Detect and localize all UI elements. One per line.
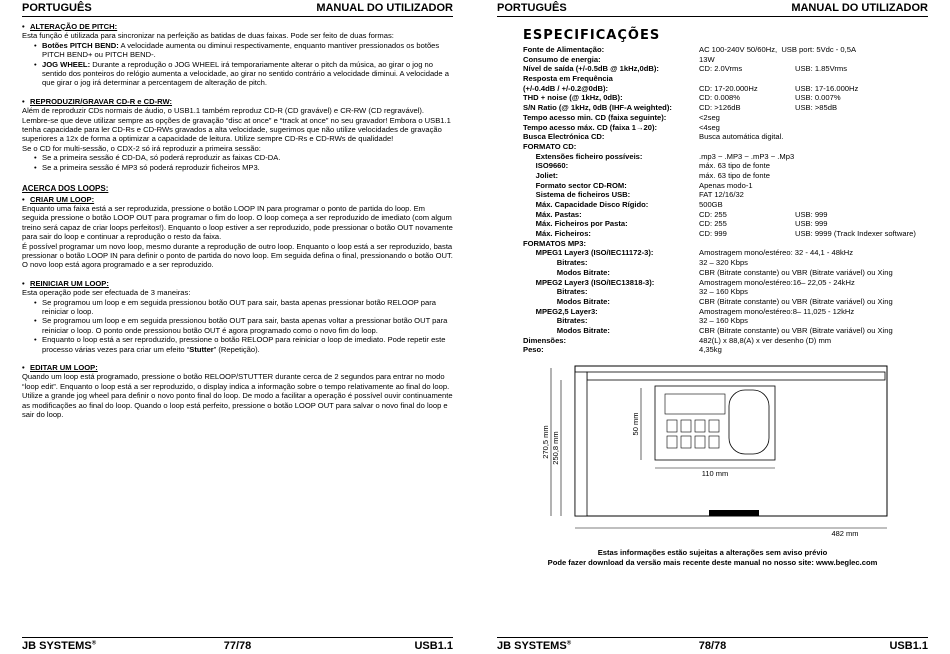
- spec-label: Bitrates:: [523, 258, 588, 268]
- spec-row: [523, 326, 933, 336]
- spec-row: [523, 210, 933, 220]
- spec-value: FAT 12/16/32: [699, 190, 744, 200]
- spec-value: máx. 63 tipo de fonte: [699, 170, 770, 180]
- spec-label: Tempo acesso min. CD (faixa seguinte):: [523, 112, 667, 122]
- page-footer: [22, 637, 453, 654]
- spec-label: Busca Electrónica CD:: [523, 132, 605, 142]
- list-item: [34, 41, 453, 60]
- page-header: [497, 2, 928, 17]
- registered-mark: ®: [91, 640, 97, 647]
- spec-label: THD + noise (@ 1kHz, 0dB):: [523, 93, 623, 103]
- footer-brand: [22, 640, 96, 652]
- item-emphasis: Stutter: [189, 344, 214, 354]
- spec-value: CD: 255: [699, 219, 727, 229]
- spec-value: USB: 9999 (Track Indexer software): [795, 229, 916, 239]
- section-title: • ALTERAÇÃO DE PITCH:: [22, 22, 453, 31]
- spec-value: CD: 17-20.000Hz: [699, 83, 758, 93]
- connector: [709, 510, 759, 516]
- spec-value: Amostragem mono/estéreo:8– 11,025 - 12kHz: [699, 306, 855, 316]
- section-pitch: [22, 22, 453, 88]
- spec-label: MPEG2,5 Layer3:: [523, 306, 598, 316]
- spec-value: USB: 0.007%: [795, 93, 841, 103]
- panel-display: [665, 394, 725, 414]
- spec-value: <2seg: [699, 112, 720, 122]
- spec-value: USB: 999: [795, 219, 828, 229]
- spec-row: [523, 258, 933, 268]
- spec-row: [523, 123, 933, 133]
- spec-label: Resposta em Frequência: [523, 74, 613, 84]
- spec-row: [523, 316, 933, 326]
- spec-row: [523, 278, 933, 288]
- spec-value: CD: 2.0Vrms: [699, 64, 743, 74]
- registered-mark: ®: [566, 640, 572, 647]
- spec-row: [523, 229, 933, 239]
- dim-depth-inner-label: 250,8 mm: [551, 431, 560, 465]
- header-title: MANUAL DO UTILIZADOR: [316, 2, 453, 14]
- spec-row: [523, 239, 933, 249]
- spec-value: 32 – 160 Kbps: [699, 316, 748, 326]
- spec-row: [523, 45, 933, 55]
- section-edit-loop: [22, 363, 453, 419]
- spec-label: Bitrates:: [523, 287, 588, 297]
- section-title: • EDITAR UM LOOP:: [22, 363, 453, 372]
- spec-value: USB: >85dB: [795, 103, 838, 113]
- spec-value: CD: 255: [699, 209, 727, 219]
- brand-name: JB SYSTEMS: [22, 640, 92, 652]
- list-item: [34, 335, 453, 354]
- spec-label: Máx. Capacidade Disco Rígido:: [523, 200, 649, 209]
- spec-label: Joliet:: [523, 170, 559, 180]
- spec-row: [523, 161, 933, 171]
- spec-row: [523, 84, 933, 94]
- spec-value: Busca automática digital.: [699, 132, 784, 142]
- spec-value: CBR (Bitrate constante) ou VBR (Bitrate variável) ou Xing: [699, 325, 893, 335]
- spec-label: Modos Bitrate:: [523, 325, 610, 335]
- spec-row: [523, 64, 933, 74]
- spec-label: Dimensões:: [523, 335, 567, 345]
- paragraph: Esta operação pode ser efectuada de 3 maneiras:: [22, 288, 191, 298]
- spec-label: FORMATOS MP3:: [523, 238, 587, 248]
- spec-row: [523, 248, 933, 258]
- item-label: Botões PITCH BEND:: [42, 40, 119, 50]
- page-number: 78/78: [698, 640, 727, 652]
- list-item: • Se programou um loop e em seguida pressionou botão OUT para sair, basta apenas pressionar botão RELOOP para reiniciar o loop.: [34, 298, 453, 317]
- header-title: MANUAL DO UTILIZADOR: [791, 2, 928, 14]
- header-language: PORTUGUÊS: [22, 2, 92, 14]
- paragraph: Esta função é utilizada para sincronizar na perfeição as batidas de duas faixas. Pode ser feito de duas formas:: [22, 31, 394, 41]
- spec-label: ISO9660:: [523, 161, 569, 171]
- spec-row: [523, 181, 933, 191]
- spec-value: USB: 999: [795, 209, 828, 219]
- device-side: [575, 372, 587, 516]
- dim-panel-width-label: 110 mm: [701, 469, 729, 478]
- spec-label: Fonte de Alimentação:: [523, 45, 605, 54]
- spec-value: Amostragem mono/estéreo:16– 22,05 - 24kHz: [699, 277, 855, 287]
- spec-label: Sistema de ficheiros USB:: [523, 190, 631, 200]
- spec-label: S/N Ratio (@ 1kHz, 0dB (IHF-A weighted):: [523, 103, 672, 113]
- dim-depth-label: 270,5 mm: [541, 425, 550, 459]
- spec-label: Modos Bitrate:: [523, 267, 610, 277]
- section-create-loop: [22, 195, 453, 270]
- jog-wheel: [729, 390, 769, 454]
- spec-row: [523, 190, 933, 200]
- spec-label: Formato sector CD-ROM:: [523, 180, 627, 190]
- spec-value: 32 – 160 Kbps: [699, 287, 748, 297]
- spec-label: Bitrates:: [523, 316, 588, 326]
- spec-label: Peso:: [523, 345, 544, 355]
- spec-row: [523, 152, 933, 162]
- item-label: JOG WHEEL:: [42, 59, 91, 69]
- spec-row: [523, 287, 933, 297]
- heading-loops: ACERCA DOS LOOPS:: [22, 184, 109, 194]
- item-text: A velocidade aumenta ou diminui respectivamente, enquanto mantiver pressionados os botões PITCH BEND+ ou PITCH BEND-.: [42, 40, 440, 60]
- section-cdr: [22, 97, 453, 172]
- page-header: [22, 2, 453, 17]
- item-text: Durante a reprodução o JOG WHEEL irá temporariamente alterar o pitch da música, ao girar o jog no sentido dos ponteiros do relógio aumenta a velocidade, ao girar no sentido contrário a velocidade diminui. A velocidade a que girar o jog irá determinar a percentagem de alteração de pitch.: [42, 59, 449, 88]
- spec-row: [523, 297, 933, 307]
- spec-row: [523, 345, 933, 355]
- spec-label: (+/-0.4dB / +/-0.2@0dB):: [523, 83, 609, 93]
- spec-label: Tempo acesso máx. CD (faixa 1→20):: [523, 122, 658, 132]
- brand-name: JB SYSTEMS: [497, 640, 567, 652]
- spec-row: [523, 336, 933, 346]
- page-right: [475, 0, 950, 654]
- spec-row: [523, 171, 933, 181]
- spec-row: [523, 113, 933, 123]
- spec-label: Nível de saída (+/-0.5dB @ 1kHz,0dB):: [523, 64, 659, 74]
- spec-label: Modos Bitrate:: [523, 296, 610, 306]
- section-title: • REPRODUZIR/GRAVAR CD-R e CD-RW:: [22, 97, 453, 106]
- spec-row: [523, 132, 933, 142]
- specs-title: ESPECIFICAÇÕES: [523, 28, 661, 43]
- specs-table: [523, 45, 933, 355]
- spec-value: CD: 999: [699, 229, 727, 239]
- spec-label: MPEG2 Layer3 (ISO/IEC13818-3):: [523, 277, 655, 287]
- page-number: 77/78: [223, 640, 252, 652]
- header-language: PORTUGUÊS: [497, 2, 567, 14]
- spec-value: máx. 63 tipo de fonte: [699, 161, 770, 171]
- spec-value: CD: >126dB: [699, 103, 741, 113]
- paragraph: Além de reproduzir CDs normais de áudio, o USB1.1 também reproduz CD-R (CD gravável) e CR-RW (CD regravável). Lembre-se que deve utilizar sempre as opções de gravação “disc at once” e “track at once” no seu gravador! Embora o USB1.1 tenha capacidade para ler CD-Rs e CD-RWs gravados a alta velocidade, sugerimos que não utilize velocidades de gravação superiores a 12x de forma a optimizar a capacidade de leitura. Utilize sempre CD-Rs e CD-RWs de qualidade!: [22, 106, 451, 144]
- spec-label: MPEG1 Layer3 (ISO/IEC11172-3):: [523, 248, 654, 258]
- footer-model: USB1.1: [414, 640, 453, 652]
- spec-value: CBR (Bitrate constante) ou VBR (Bitrate variável) ou Xing: [699, 296, 893, 306]
- section-title: • CRIAR UM LOOP:: [22, 195, 453, 204]
- section-restart-loop: [22, 279, 453, 354]
- spec-label: Máx. Pastas:: [523, 209, 582, 219]
- list-item: [34, 60, 453, 88]
- list-item: • Se a primeira sessão é CD-DA, só poderá reproduzir as faixas CD-DA.: [34, 153, 453, 162]
- spec-value: CBR (Bitrate constante) ou VBR (Bitrate variável) ou Xing: [699, 267, 893, 277]
- spec-value: <4seg: [699, 122, 720, 132]
- spec-value: .mp3 ~ .MP3 ~ .mP3 ~ .Mp3: [699, 151, 795, 161]
- spec-value: 4,35kg: [699, 345, 722, 355]
- list-item: • Se a primeira sessão é MP3 só poderá reproduzir ficheiros MP3.: [34, 163, 453, 172]
- footer-brand: [497, 640, 571, 652]
- spec-label: FORMATO CD:: [523, 141, 577, 151]
- paragraph: Quando um loop está programado, pressione o botão RELOOP/STUTTER durante cerca de 2 segundos para entrar no modo “loop edit”. Enquanto o loop está a ser reproduzido, o display indica a informação sobre o tempo relativamente ao final do loop. Utilize a grande jog wheel para definir o novo ponto final do loop. De modo a facilitar a operação é possível ouvir continuamente as modificações ao final do loop. Quando o loop está perfeito, pressione o botão LOOP OUT para salvar o novo final do loop e sair do loop.: [22, 372, 453, 420]
- page-footer: [497, 637, 928, 654]
- item-text: Enquanto o loop está a ser reproduzido, pressione o botão RELOOP para reiniciar o loop de imediato. Pode repetir este processo várias vezes para criar um efeito “: [42, 335, 446, 354]
- dim-width-label: 482 mm: [831, 529, 859, 538]
- spec-row: [523, 93, 933, 103]
- paragraph: Enquanto uma faixa está a ser reproduzida, pressione o botão LOOP IN para programar o ponto de partida do loop. Em seguida pressione o botão LOOP OUT para programar o fim do loop. O loop começa a ser reproduzido de imediato (com algum treino será capaz de criar loops perfeitos!). Enquanto o loop estiver a ser reproduzido, pode pressionar o botão OUT novamente para sair do loop e continuar a reprodução o resto da faixa.: [22, 203, 453, 242]
- spec-value: CD: 0.008%: [699, 93, 740, 103]
- spec-value: 32 – 320 Kbps: [699, 258, 748, 268]
- spec-label: Consumo de energia:: [523, 54, 601, 64]
- spec-row: [523, 307, 933, 317]
- spec-value: Amostragem mono/estéreo: 32 - 44,1 - 48kHz: [699, 248, 854, 258]
- spec-row: [523, 200, 933, 210]
- spec-value: 13W: [699, 54, 715, 64]
- spec-value: 482(L) x 88,8(A) x ver desenho (D) mm: [699, 335, 832, 345]
- spec-value: USB: 17-16.000Hz: [795, 83, 859, 93]
- list-item: • Se programou um loop e em seguida pressionou botão OUT para sair, basta apenas voltar a pressionar botão OUT para reiniciar o loop. O ponto onde pressionou botão OUT é agora programado como o novo fim do loop.: [34, 316, 453, 335]
- dim-panel-height-label: 50 mm: [631, 412, 640, 436]
- spec-row: [523, 55, 933, 65]
- spec-value: Apenas modo-1: [699, 180, 753, 190]
- paragraph: Se o CD for multi-sessão, o CDX-2 só irá reproduzir a primeira sessão:: [22, 143, 261, 153]
- spec-row: [523, 219, 933, 229]
- device-dimension-drawing: [515, 360, 915, 540]
- spec-value: AC 100-240V 50/60Hz, USB port: 5Vdc - 0,5A: [699, 45, 857, 54]
- spec-label: Extensões ficheiro possíveis:: [523, 151, 643, 161]
- device-rail: [587, 372, 885, 380]
- spec-row: [523, 268, 933, 278]
- item-text: ” (Repetição).: [213, 344, 260, 354]
- page-body: [22, 22, 453, 425]
- footer-model: USB1.1: [889, 640, 928, 652]
- spec-row: [523, 74, 933, 84]
- spec-value: 500GB: [699, 200, 723, 209]
- spec-label: Máx. Ficheiros:: [523, 229, 591, 239]
- paragraph: É possível programar um novo loop, mesmo durante a reprodução de outro loop. Enquanto o loop está a ser reproduzido, basta pressionar o botão LOOP IN para definir o ponto de partida do novo loop. Em seguida defina o final, pressionando o botão OUT. O novo loop está agora programado e a ser reproduzido.: [22, 241, 453, 270]
- section-title: • REINICIAR UM LOOP:: [22, 279, 453, 288]
- spec-row: [523, 142, 933, 152]
- spec-value: USB: 1.85Vrms: [795, 64, 848, 74]
- notice-changes: Estas informações estão sujeitas a alterações sem aviso prévio: [597, 548, 828, 557]
- notice-download: Pode fazer download da versão mais recente deste manual no nosso site: www.beglec.com: [547, 558, 878, 567]
- spec-label: Máx. Ficheiros por Pasta:: [523, 219, 628, 229]
- spec-row: [523, 103, 933, 113]
